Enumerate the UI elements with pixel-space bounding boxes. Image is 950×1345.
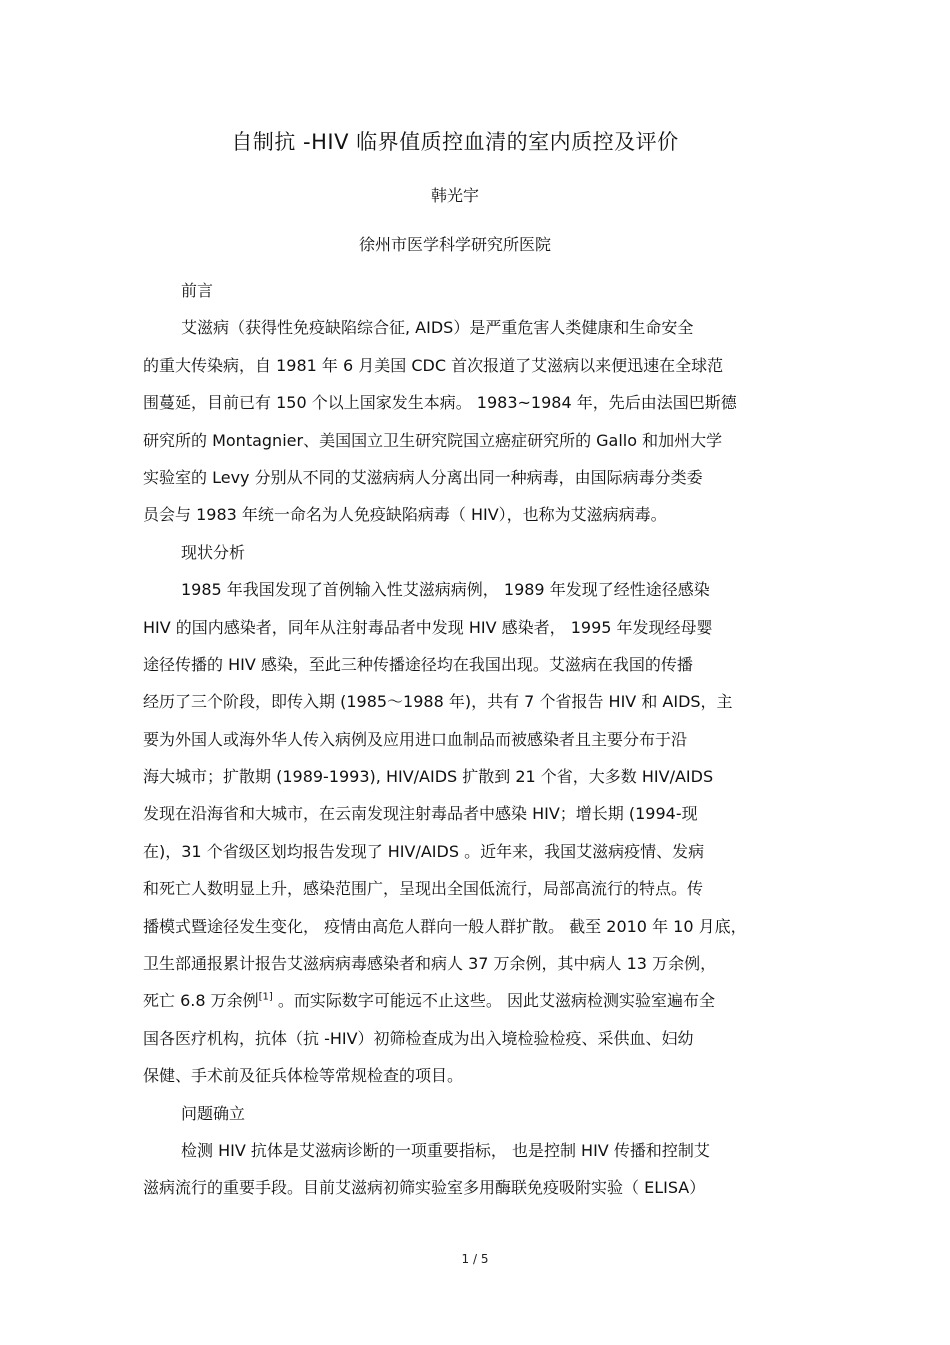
paragraph-line: 和死亡人数明显上升，感染范围广，呈现出全国低流行，局部高流行的特点。传 [143,879,704,899]
paragraph-line: 要为外国人或海外华人传入病例及应用进口血制品而被感染者且主要分布于沿 [143,729,688,749]
paragraph-line-with-reference [143,982,808,1019]
paragraph-line: 在)，31 个省级区划均报告发现了 HIV/AIDS 。近年来，我国艾滋病疫情、发病 [143,841,705,861]
paragraph-line: 员会与 1983 年统一命名为人免疫缺陷病毒（ HIV），也称为艾滋病病毒。 [143,505,667,525]
paragraph-line: 海大城市；扩散期 (1989-1993), HIV/AIDS 扩散到 21 个省，大多数 HIV/AIDS [143,767,714,787]
paragraph-line: 途径传播的 HIV 感染，至此三种传播途径均在我国出现。艾滋病在我国的传播 [143,654,693,674]
affiliation: 徐州市医学科学研究所医院 [358,235,551,254]
reference-marker[interactable]: [1] [258,992,273,1004]
body-text [143,272,808,1207]
paragraph-line: 卫生部通报累计报告艾滋病病毒感染者和病人 37 万余例，其中病人 13 万余例， [143,954,717,974]
page-number: 1 / 5 [461,1252,489,1266]
paragraph-line: 艾滋病（获得性免疫缺陷综合征, AIDS）是严重危害人类健康和生命安全 [181,318,694,338]
paragraph-line: 经历了三个阶段，即传入期 (1985～1988 年)，共有 7 个省报告 HIV 和 AIDS，主 [143,692,733,712]
section-heading-status: 现状分析 [181,542,246,562]
paragraph-line: 保健、手术前及征兵体检等常规检查的项目。 [143,1066,464,1086]
paragraph-text: 。而实际数字可能远不止这些。 因此艾滋病检测实验室遍布全 [272,991,715,1011]
paragraph-line: 研究所的 Montagnier、美国国立卫生研究院国立癌症研究所的 Gallo 和加州大学 [143,430,723,450]
document-title: 自制抗 -HIV 临界值质控血清的室内质控及评价 [231,130,679,154]
paragraph-line: HIV 的国内感染者，同年从注射毒品者中发现 HIV 感染者， 1995 年发现经母婴 [143,617,713,637]
section-heading-preface: 前言 [181,281,214,300]
section-heading-problem: 问题确立 [181,1103,246,1123]
paragraph-line: 国各医疗机构，抗体（抗 -HIV）初筛检查成为出入境检验检疫、采供血、妇幼 [143,1028,694,1048]
paragraph-line: 围蔓延，目前已有 150 个以上国家发生本病。 1983~1984 年，先后由法国巴斯德 [143,393,737,413]
paragraph-line: 发现在沿海省和大城市，在云南发现注射毒品者中感染 HIV；增长期 (1994-现 [143,804,698,824]
paragraph-line: 1985 年我国发现了首例输入性艾滋病病例， 1989 年发现了经性途径感染 [181,580,710,600]
paragraph-line: 滋病流行的重要手段。目前艾滋病初筛实验室多用酶联免疫吸附实验（ ELISA） [143,1178,706,1198]
paragraph-line: 的重大传染病，自 1981 年 6 月美国 CDC 首次报道了艾滋病以来便迅速在全球范 [143,355,724,375]
paragraph-line: 检测 HIV 抗体是艾滋病诊断的一项重要指标， 也是控制 HIV 传播和控制艾 [181,1140,710,1160]
paragraph-text: 死亡 6.8 万余例 [143,991,259,1011]
paragraph-line: 播模式暨途径发生变化， 疫情由高危人群向一般人群扩散。 截至 2010 年 10 月底， [143,916,747,936]
author-name: 韩光宇 [430,186,479,205]
paragraph-line: 实验室的 Levy 分别从不同的艾滋病病人分离出同一种病毒，由国际病毒分类委 [143,467,703,487]
